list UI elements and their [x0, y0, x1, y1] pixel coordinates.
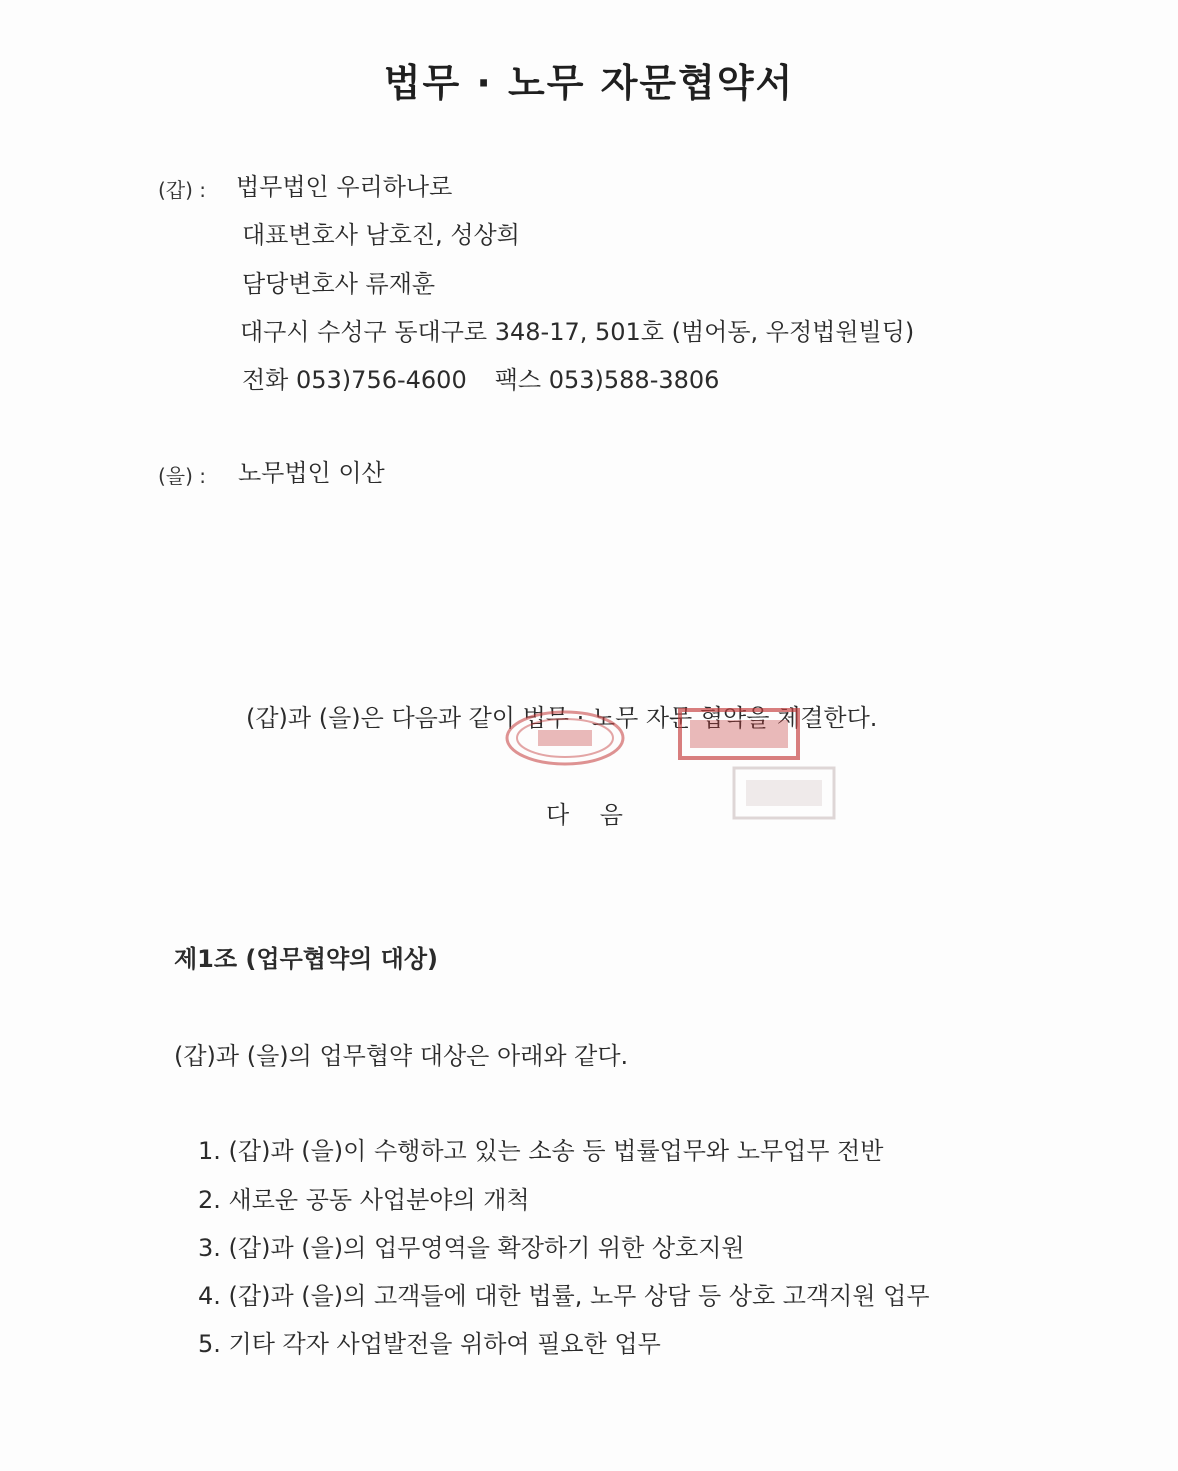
- article-1-item-2: 2. 새로운 공동 사업분야의 개척: [198, 1186, 530, 1214]
- party-a-attorney-in-charge: 담당변호사 류재훈: [242, 270, 436, 298]
- article-1-item-3: 3. (갑)과 (을)의 업무영역을 확장하기 위한 상호지원: [198, 1234, 745, 1262]
- party-a-contact: [242, 360, 719, 395]
- following-heading: 다 음: [546, 801, 623, 829]
- document-title: 법무 · 노무 자문협약서: [383, 61, 795, 105]
- party-b-firm-name: 노무법인 이산: [238, 459, 385, 487]
- party-a-fax: 팩스 053)588-3806: [494, 366, 720, 394]
- party-a-firm-name: 법무법인 우리하나로: [236, 173, 453, 201]
- article-1-item-4: 4. (갑)과 (을)의 고객들에 대한 법률, 노무 상담 등 상호 고객지원 업무: [198, 1282, 930, 1310]
- faint-seal-impression: [730, 764, 840, 824]
- article-1-item-5: 5. 기타 각자 사업발전을 위하여 필요한 업무: [198, 1330, 661, 1358]
- article-1-heading: 제1조 (업무협약의 대상): [174, 945, 439, 973]
- party-a-phone: 전화 053)756-4600: [242, 366, 467, 394]
- party-a-representatives: 대표변호사 남호진, 성상희: [242, 221, 520, 249]
- agreement-statement: (갑)과 (을)은 다음과 같이 법무 · 노무 자문 협약을 체결한다.: [246, 704, 878, 732]
- party-b-label: (을) :: [158, 464, 207, 488]
- article-1-intro: (갑)과 (을)의 업무협약 대상은 아래와 같다.: [174, 1042, 629, 1070]
- party-a-label: (갑) :: [158, 178, 207, 202]
- party-a-address: 대구시 수성구 동대구로 348-17, 501호 (범어동, 우정법원빌딩): [240, 318, 915, 346]
- article-1-item-1: 1. (갑)과 (을)이 수행하고 있는 소송 등 법률업무와 노무업무 전반: [198, 1137, 884, 1165]
